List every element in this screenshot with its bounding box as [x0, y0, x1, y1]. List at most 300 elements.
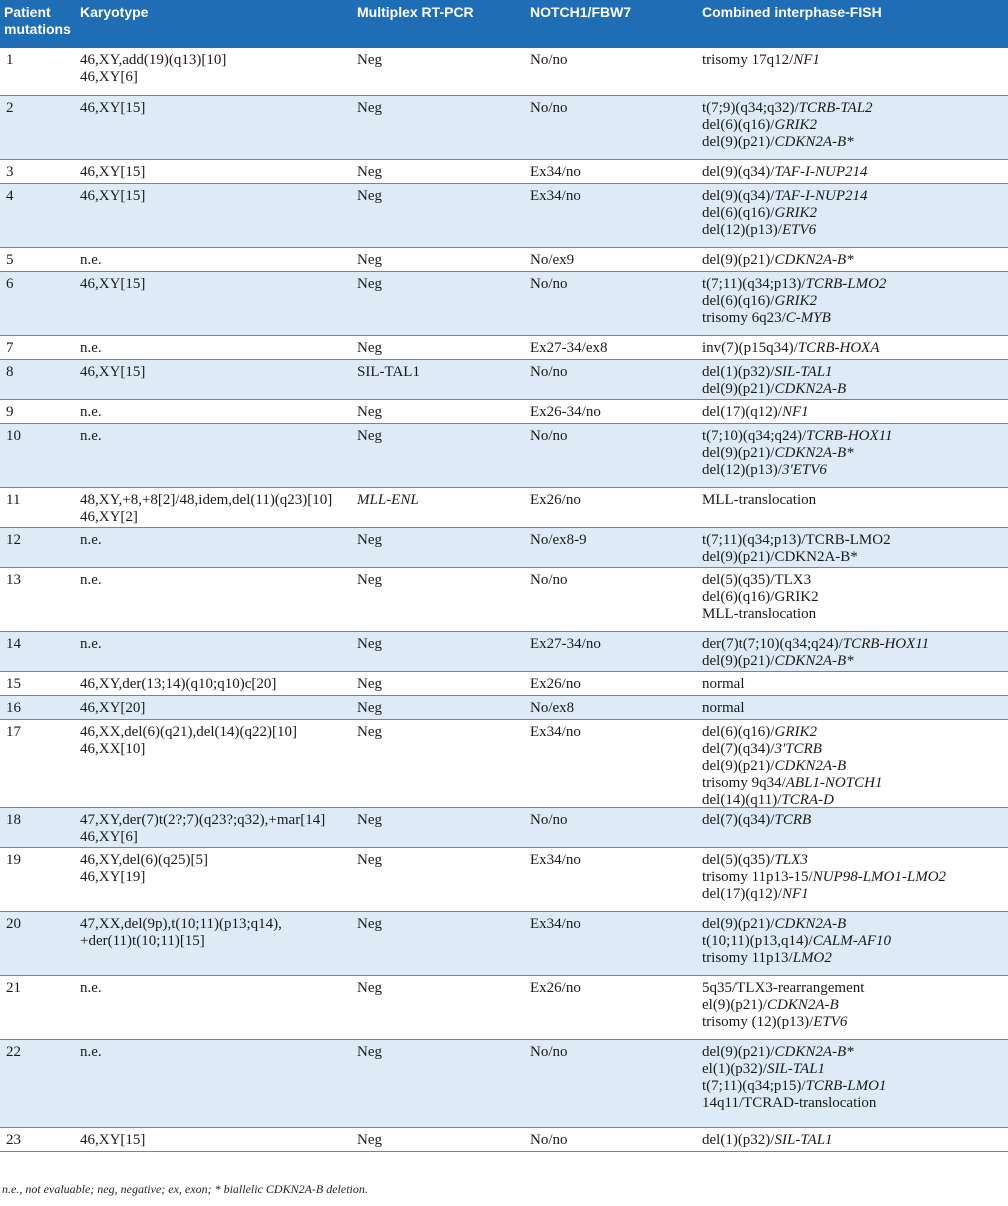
- cell-fish: [702, 724, 1002, 807]
- karyotype-line: +der(11)t(10;11)[15]: [80, 933, 205, 949]
- table-row: [0, 720, 1008, 808]
- karyotype-line: n.e.: [80, 428, 102, 444]
- table-row: [0, 632, 1008, 672]
- fish-gene: SIL-TAL1: [766, 1061, 826, 1077]
- fish-line: [702, 886, 1002, 903]
- table-row: [0, 248, 1008, 272]
- fish-gene: NF1: [793, 52, 820, 68]
- fish-gene: CDKN2A-B*: [774, 653, 854, 669]
- cell-multiplex: Neg: [357, 404, 382, 420]
- karyotype-line: 46,XY[6]: [80, 69, 138, 85]
- cell-karyotype: [80, 724, 357, 807]
- header-notch1-fbw7: NOTCH1/FBW7: [530, 4, 632, 20]
- fish-line: [702, 606, 1002, 623]
- cell-multiplex: Neg: [357, 340, 382, 356]
- karyotype-line: n.e.: [80, 1044, 102, 1060]
- cell-fish: [702, 404, 1002, 423]
- fish-gene: NF1: [781, 404, 809, 420]
- fish-line: [702, 869, 1002, 886]
- fish-locus: del(12)(p13)/: [702, 222, 782, 238]
- table-body: [0, 48, 1008, 1152]
- cell-patient: 9: [6, 404, 14, 420]
- cell-notch1-fbw7: Ex26/no: [530, 676, 581, 692]
- fish-line: [702, 758, 1002, 775]
- cell-notch1-fbw7: Ex34/no: [530, 916, 581, 932]
- fish-gene: CDKN2A-B*: [774, 445, 854, 461]
- cell-patient: 2: [6, 100, 14, 116]
- table-row: [0, 336, 1008, 360]
- cell-multiplex: MLL-ENL: [357, 492, 419, 508]
- fish-gene: ETV6: [813, 1014, 848, 1030]
- cell-multiplex: Neg: [357, 700, 382, 716]
- cell-notch1-fbw7: Ex26-34/no: [530, 404, 601, 420]
- cell-fish: [702, 676, 1002, 695]
- fish-locus: trisomy 11p13-15/: [702, 869, 813, 885]
- fish-gene: CDKN2A-B: [766, 997, 839, 1013]
- header-combined-fish: Combined interphase-FISH: [702, 4, 882, 20]
- table-row: [0, 848, 1008, 912]
- cell-multiplex: Neg: [357, 532, 382, 548]
- fish-gene: CALM-AF10: [812, 933, 892, 949]
- fish-gene: GRIK2: [774, 293, 817, 309]
- cell-karyotype: [80, 188, 357, 247]
- fish-locus: MLL-translocation: [702, 606, 817, 622]
- table-row: [0, 672, 1008, 696]
- cell-fish: [702, 100, 1002, 159]
- cell-patient: 5: [6, 252, 14, 268]
- fish-line: [702, 741, 1002, 758]
- fish-locus: trisomy (12)(p13)/: [702, 1014, 814, 1030]
- cell-karyotype: [80, 1132, 357, 1151]
- fish-gene: CDKN2A-B: [774, 916, 847, 932]
- karyotype-line: 46,XX[10]: [80, 741, 146, 757]
- cell-patient: 10: [6, 428, 21, 444]
- fish-locus: del(6)(q16)/: [702, 724, 775, 740]
- fish-gene: 3'TCRB: [774, 741, 822, 757]
- fish-gene: TLX3: [774, 852, 808, 868]
- cell-patient: 17: [6, 724, 21, 740]
- fish-gene: ABL1-NOTCH1: [785, 775, 883, 791]
- fish-locus: del(5)(q35)/TLX3: [702, 572, 812, 588]
- cell-multiplex: Neg: [357, 572, 382, 588]
- fish-locus: del(9)(p21)/: [702, 916, 775, 932]
- fish-locus: del(17)(q12)/: [702, 404, 782, 420]
- fish-gene: CDKN2A-B: [774, 758, 847, 774]
- table-row: [0, 96, 1008, 160]
- cell-notch1-fbw7: No/no: [530, 52, 568, 68]
- table-row: [0, 272, 1008, 336]
- cell-multiplex: Neg: [357, 724, 382, 740]
- cell-notch1-fbw7: No/no: [530, 1132, 568, 1148]
- cell-multiplex: Neg: [357, 916, 382, 932]
- fish-locus: t(7;10)(q34;q24)/: [702, 428, 807, 444]
- fish-line: [702, 117, 1002, 134]
- fish-line: [702, 532, 1002, 549]
- header-karyotype: Karyotype: [80, 4, 149, 20]
- cell-fish: [702, 340, 1002, 359]
- cell-multiplex: Neg: [357, 252, 382, 268]
- cell-patient: 21: [6, 980, 21, 996]
- fish-locus: 14q11/TCRAD-translocation: [702, 1095, 877, 1111]
- fish-locus: t(7;11)(q34;p13)/: [702, 276, 806, 292]
- fish-locus: del(1)(p32)/: [702, 1132, 775, 1148]
- fish-locus: del(9)(p21)/: [702, 445, 775, 461]
- cell-fish: [702, 492, 1002, 527]
- cell-fish: [702, 52, 1002, 95]
- fish-locus: del(7)(q34)/: [702, 741, 775, 757]
- cell-fish: [702, 428, 1002, 487]
- fish-line: [702, 364, 1002, 381]
- cell-multiplex: Neg: [357, 276, 382, 292]
- fish-line: [702, 950, 1002, 967]
- cell-notch1-fbw7: Ex27-34/no: [530, 636, 601, 652]
- cell-karyotype: [80, 252, 357, 271]
- fish-gene: GRIK2: [774, 724, 817, 740]
- fish-line: [702, 340, 1002, 357]
- fish-gene: TAF-I-NUP214: [774, 164, 868, 180]
- fish-gene: TCRB-TAL2: [798, 100, 873, 116]
- fish-line: [702, 653, 1002, 670]
- cell-fish: [702, 916, 1002, 975]
- cell-notch1-fbw7: Ex26/no: [530, 980, 581, 996]
- table-row: [0, 1128, 1008, 1152]
- fish-gene: TAF-I-NUP214: [774, 188, 868, 204]
- fish-locus: del(9)(q34)/: [702, 188, 775, 204]
- karyotype-line: 46,XY,der(13;14)(q10;q10)c[20]: [80, 676, 277, 692]
- fish-line: [702, 222, 1002, 239]
- fish-line: [702, 293, 1002, 310]
- cell-karyotype: [80, 276, 357, 335]
- fish-line: [702, 549, 1002, 566]
- cell-notch1-fbw7: No/no: [530, 812, 568, 828]
- table-row: [0, 400, 1008, 424]
- cell-multiplex: Neg: [357, 100, 382, 116]
- fish-gene: TCRB-LMO2: [805, 276, 887, 292]
- fish-line: [702, 724, 1002, 741]
- table-row: [0, 528, 1008, 568]
- cell-fish: [702, 164, 1002, 183]
- fish-gene: CDKN2A-B: [774, 381, 847, 397]
- cell-patient: 6: [6, 276, 14, 292]
- fish-locus: del(7)(q34)/: [702, 812, 775, 828]
- fish-line: [702, 1132, 1002, 1149]
- karyotype-line: 46,XY,add(19)(q13)[10]: [80, 52, 227, 68]
- cell-notch1-fbw7: Ex34/no: [530, 724, 581, 740]
- karyotype-line: 46,XY[6]: [80, 829, 138, 845]
- cell-patient: 18: [6, 812, 21, 828]
- fish-locus: del(17)(q12)/: [702, 886, 782, 902]
- fish-locus: del(9)(p21)/: [702, 381, 775, 397]
- fish-line: [702, 164, 1002, 181]
- fish-locus: 5q35/TLX3-rearrangement: [702, 980, 865, 996]
- cell-karyotype: [80, 980, 357, 1039]
- fish-line: [702, 205, 1002, 222]
- cell-notch1-fbw7: No/ex9: [530, 252, 575, 268]
- cell-multiplex: Neg: [357, 52, 382, 68]
- fish-line: [702, 700, 1002, 717]
- fish-locus: del(6)(q16)/: [702, 117, 775, 133]
- fish-locus: del(9)(p21)/CDKN2A-B*: [702, 549, 858, 565]
- fish-line: [702, 310, 1002, 327]
- cell-karyotype: [80, 532, 357, 567]
- table-footnote: n.e., not evaluable; neg, negative; ex, exon; * biallelic CDKN2A-B deletion.: [2, 1182, 368, 1196]
- cell-karyotype: [80, 52, 357, 95]
- header-multiplex-rt-pcr: Multiplex RT-PCR: [357, 4, 474, 20]
- fish-locus: el(1)(p32)/: [702, 1061, 767, 1077]
- fish-line: [702, 404, 1002, 421]
- karyotype-line: n.e.: [80, 572, 102, 588]
- table-row: [0, 912, 1008, 976]
- fish-line: [702, 676, 1002, 693]
- fish-gene: SIL-TAL1: [774, 1132, 833, 1148]
- cell-patient: 4: [6, 188, 14, 204]
- fish-locus: t(7;9)(q34;q32)/: [702, 100, 799, 116]
- fish-line: [702, 812, 1002, 829]
- karyotype-line: n.e.: [80, 980, 102, 996]
- cell-patient: 1: [6, 52, 14, 68]
- fish-line: [702, 1095, 1002, 1112]
- cell-patient: 22: [6, 1044, 21, 1060]
- fish-locus: del(14)(q11)/: [702, 792, 782, 808]
- cell-karyotype: [80, 404, 357, 423]
- cell-notch1-fbw7: No/ex8-9: [530, 532, 587, 548]
- cell-karyotype: [80, 364, 357, 399]
- fish-line: [702, 980, 1002, 997]
- cell-karyotype: [80, 1044, 357, 1127]
- cell-fish: [702, 1132, 1002, 1151]
- fish-gene: TCRA-D: [781, 792, 834, 808]
- cell-patient: 16: [6, 700, 21, 716]
- fish-gene: GRIK2: [774, 205, 817, 221]
- cell-notch1-fbw7: Ex26/no: [530, 492, 581, 508]
- cell-karyotype: [80, 852, 357, 911]
- fish-locus: trisomy 6q23/: [702, 310, 786, 326]
- fish-locus: del(1)(p32)/: [702, 364, 775, 380]
- fish-line: [702, 1078, 1002, 1095]
- cell-patient: 19: [6, 852, 21, 868]
- fish-locus: trisomy 17q12/: [702, 52, 794, 68]
- cell-notch1-fbw7: No/no: [530, 428, 568, 444]
- cell-patient: 14: [6, 636, 21, 652]
- table-row: [0, 488, 1008, 528]
- fish-line: [702, 1061, 1002, 1078]
- cell-multiplex: Neg: [357, 980, 382, 996]
- karyotype-line: 46,XY[15]: [80, 1132, 146, 1148]
- cell-notch1-fbw7: Ex34/no: [530, 188, 581, 204]
- table-row: [0, 184, 1008, 248]
- karyotype-line: 46,XY,del(6)(q25)[5]: [80, 852, 209, 868]
- table-row: [0, 1040, 1008, 1128]
- cell-karyotype: [80, 428, 357, 487]
- cell-notch1-fbw7: No/no: [530, 364, 568, 380]
- fish-line: [702, 252, 1002, 269]
- karyotype-line: 46,XX,del(6)(q21),del(14)(q22)[10]: [80, 724, 298, 740]
- cell-notch1-fbw7: No/no: [530, 1044, 568, 1060]
- fish-line: [702, 188, 1002, 205]
- karyotype-line: 46,XY[15]: [80, 100, 146, 116]
- cell-patient: 20: [6, 916, 21, 932]
- fish-line: [702, 492, 1002, 509]
- fish-gene: NUP98-LMO1-LMO2: [812, 869, 947, 885]
- fish-gene: SIL-TAL1: [774, 364, 833, 380]
- table-row: [0, 696, 1008, 720]
- fish-gene: TCRB: [774, 812, 812, 828]
- fish-line: [702, 100, 1002, 117]
- cell-fish: [702, 252, 1002, 271]
- cell-notch1-fbw7: Ex34/no: [530, 164, 581, 180]
- karyotype-line: 47,XX,del(9p),t(10;11)(p13;q14),: [80, 916, 282, 932]
- fish-gene: ETV6: [781, 222, 817, 238]
- fish-locus: del(9)(q34)/: [702, 164, 775, 180]
- cell-patient: 12: [6, 532, 21, 548]
- fish-line: [702, 134, 1002, 151]
- cell-notch1-fbw7: Ex27-34/ex8: [530, 340, 608, 356]
- karyotype-line: n.e.: [80, 252, 102, 268]
- cell-karyotype: [80, 636, 357, 671]
- fish-line: [702, 462, 1002, 479]
- fish-line: [702, 381, 1002, 398]
- cell-patient: 3: [6, 164, 14, 180]
- cell-karyotype: [80, 700, 357, 719]
- cell-multiplex: Neg: [357, 1132, 382, 1148]
- cell-karyotype: [80, 916, 357, 975]
- cell-karyotype: [80, 492, 357, 527]
- fish-locus: trisomy 11p13/: [702, 950, 793, 966]
- cell-karyotype: [80, 572, 357, 631]
- fish-gene: TCRB-LMO1: [805, 1078, 887, 1094]
- header-patient-mutations: Patient mutations: [4, 4, 71, 37]
- fish-locus: del(12)(p13)/: [702, 462, 782, 478]
- cell-fish: [702, 852, 1002, 911]
- karyotype-line: n.e.: [80, 340, 102, 356]
- cell-karyotype: [80, 676, 357, 695]
- cell-fish: [702, 572, 1002, 631]
- fish-locus: del(9)(p21)/: [702, 1044, 775, 1060]
- fish-locus: normal: [702, 700, 745, 716]
- table-row: [0, 568, 1008, 632]
- cell-karyotype: [80, 812, 357, 847]
- fish-locus: t(7;11)(q34;p13)/TCRB-LMO2: [702, 532, 891, 548]
- fish-line: [702, 916, 1002, 933]
- fish-line: [702, 428, 1002, 445]
- karyotype-line: 46,XY[19]: [80, 869, 146, 885]
- fish-locus: trisomy 9q34/: [702, 775, 786, 791]
- cell-fish: [702, 532, 1002, 567]
- fish-locus: t(7;11)(q34;p15)/: [702, 1078, 806, 1094]
- cell-multiplex: SIL-TAL1: [357, 364, 420, 380]
- cell-multiplex: Neg: [357, 1044, 382, 1060]
- cell-patient: 23: [6, 1132, 21, 1148]
- fish-locus: del(9)(p21)/: [702, 252, 775, 268]
- fish-line: [702, 1014, 1002, 1031]
- fish-gene: LMO2: [792, 950, 832, 966]
- cell-karyotype: [80, 164, 357, 183]
- cell-patient: 13: [6, 572, 21, 588]
- fish-line: [702, 1044, 1002, 1061]
- cell-karyotype: [80, 340, 357, 359]
- fish-locus: inv(7)(p15q34)/: [702, 340, 798, 356]
- karyotype-line: 46,XY[2]: [80, 509, 138, 525]
- table-row: [0, 360, 1008, 400]
- fish-line: [702, 997, 1002, 1014]
- cell-notch1-fbw7: Ex34/no: [530, 852, 581, 868]
- karyotype-line: 47,XY,der(7)t(2?;7)(q23?;q32),+mar[14]: [80, 812, 326, 828]
- fish-locus: MLL-translocation: [702, 492, 817, 508]
- table-header: [0, 0, 1008, 48]
- karyotype-line: 46,XY[15]: [80, 164, 146, 180]
- karyotype-line: n.e.: [80, 404, 102, 420]
- cell-fish: [702, 276, 1002, 335]
- fish-line: [702, 589, 1002, 606]
- fish-locus: del(9)(p21)/: [702, 758, 775, 774]
- fish-line: [702, 852, 1002, 869]
- karyotype-line: 46,XY[15]: [80, 364, 146, 380]
- cell-patient: 8: [6, 364, 14, 380]
- fish-locus: t(10;11)(p13,q14)/: [702, 933, 813, 949]
- cell-multiplex: Neg: [357, 852, 382, 868]
- cell-patient: 7: [6, 340, 14, 356]
- fish-line: [702, 445, 1002, 462]
- cell-multiplex: Neg: [357, 636, 382, 652]
- fish-locus: del(6)(q16)/GRIK2: [702, 589, 819, 605]
- cell-multiplex: Neg: [357, 812, 382, 828]
- fish-gene: CDKN2A-B*: [774, 252, 854, 268]
- fish-line: [702, 276, 1002, 293]
- fish-line: [702, 775, 1002, 792]
- fish-locus: del(9)(p21)/: [702, 653, 775, 669]
- fish-line: [702, 572, 1002, 589]
- fish-gene: TCRB-HOX11: [806, 428, 893, 444]
- karyotype-line: n.e.: [80, 636, 102, 652]
- cell-patient: 11: [6, 492, 21, 508]
- fish-gene: TCRB-HOXA: [797, 340, 880, 356]
- fish-locus: del(6)(q16)/: [702, 293, 775, 309]
- cell-karyotype: [80, 100, 357, 159]
- fish-gene: CDKN2A-B*: [774, 134, 854, 150]
- cell-fish: [702, 1044, 1002, 1127]
- table-row: [0, 160, 1008, 184]
- karyotype-line: 48,XY,+8,+8[2]/48,idem,del(11)(q23)[10]: [80, 492, 333, 508]
- cell-notch1-fbw7: No/no: [530, 100, 568, 116]
- fish-gene: NF1: [781, 886, 809, 902]
- cell-notch1-fbw7: No/ex8: [530, 700, 575, 716]
- table-row: [0, 976, 1008, 1040]
- fish-line: [702, 933, 1002, 950]
- karyotype-line: 46,XY[15]: [80, 188, 146, 204]
- table-row: [0, 424, 1008, 488]
- karyotype-line: 46,XY[15]: [80, 276, 146, 292]
- fish-gene: C-MYB: [785, 310, 831, 326]
- fish-locus: normal: [702, 676, 745, 692]
- table-row: [0, 808, 1008, 848]
- karyotype-line: 46,XY[20]: [80, 700, 146, 716]
- table-row: [0, 48, 1008, 96]
- fish-line: [702, 792, 1002, 809]
- cell-fish: [702, 980, 1002, 1039]
- cell-multiplex: Neg: [357, 188, 382, 204]
- cell-notch1-fbw7: No/no: [530, 276, 568, 292]
- cell-multiplex: Neg: [357, 428, 382, 444]
- fish-line: [702, 636, 1002, 653]
- cell-fish: [702, 700, 1002, 719]
- cell-fish: [702, 188, 1002, 247]
- fish-gene: 3'ETV6: [781, 462, 827, 478]
- fish-locus: der(7)t(7;10)(q34;q24)/: [702, 636, 843, 652]
- fish-locus: del(5)(q35)/: [702, 852, 775, 868]
- cell-notch1-fbw7: No/no: [530, 572, 568, 588]
- fish-locus: el(9)(p21)/: [702, 997, 767, 1013]
- cell-fish: [702, 636, 1002, 671]
